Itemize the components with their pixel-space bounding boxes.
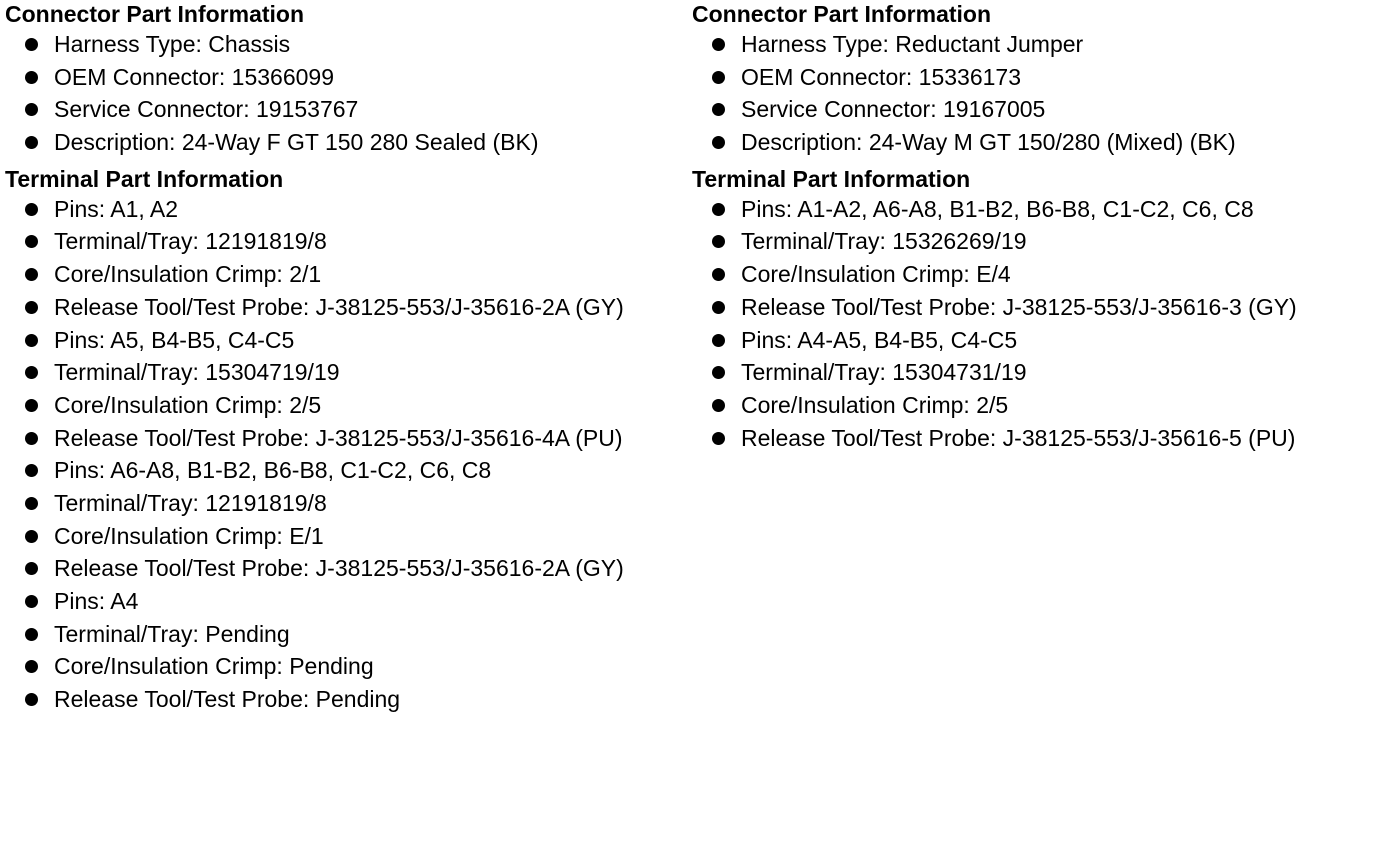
list-item-text: Pins: A1-A2, A6-A8, B1-B2, B6-B8, C1-C2, C6, C8 [741, 195, 1254, 222]
list-item-text: Terminal/Tray: Pending [54, 620, 290, 647]
list-item-text: Pins: A6-A8, B1-B2, B6-B8, C1-C2, C6, C8 [54, 457, 492, 484]
list-item [5, 28, 685, 61]
bullet-icon [712, 203, 725, 216]
terminal-group-left-4 [5, 585, 685, 716]
right-column [692, 0, 1372, 454]
list-item-text: Description: 24-Way M GT 150/280 (Mixed) (BK) [741, 129, 1236, 156]
bullet-icon [712, 399, 725, 412]
list-item-text: Terminal/Tray: 12191819/8 [54, 228, 327, 255]
bullet-icon [25, 464, 38, 477]
list-item [692, 93, 1372, 126]
terminal-group-left-3 [5, 454, 685, 585]
connector-list-left [5, 28, 685, 159]
list-item-text: Core/Insulation Crimp: Pending [54, 653, 374, 680]
list-item [5, 291, 685, 324]
terminal-group-left-1 [5, 193, 685, 324]
bullet-icon [25, 562, 38, 575]
list-item-text: Core/Insulation Crimp: E/1 [54, 522, 324, 549]
list-item-text: Terminal/Tray: 15304731/19 [741, 359, 1027, 386]
list-item-text: Pins: A4 [54, 588, 139, 614]
terminal-heading-right: Terminal Part Information [692, 165, 971, 192]
terminal-group-right-1 [692, 193, 1372, 324]
bullet-icon [712, 432, 725, 445]
bullet-icon [25, 399, 38, 412]
left-column [5, 0, 685, 716]
terminal-group-left-2 [5, 324, 685, 455]
list-item-text: OEM Connector: 15366099 [54, 63, 335, 90]
list-item-text: Release Tool/Test Probe: J-38125-553/J-35616-2A (GY) [54, 293, 624, 320]
bullet-icon [712, 366, 725, 379]
list-item-text: Terminal/Tray: 15326269/19 [741, 228, 1027, 255]
bullet-icon [25, 203, 38, 216]
list-item [5, 683, 685, 716]
bullet-icon [712, 301, 725, 314]
bullet-icon [712, 103, 725, 116]
connector-list-right [692, 28, 1372, 159]
list-item-text: Release Tool/Test Probe: J-38125-553/J-35616-5 (PU) [741, 424, 1296, 451]
list-item [692, 389, 1372, 422]
bullet-icon [25, 530, 38, 543]
list-item-text: Service Connector: 19167005 [741, 96, 1046, 123]
bullet-icon [25, 334, 38, 347]
list-item [5, 520, 685, 553]
list-item [5, 389, 685, 422]
bullet-icon [25, 432, 38, 445]
bullet-icon [712, 268, 725, 281]
list-item-text: Release Tool/Test Probe: J-38125-553/J-35616-2A (GY) [54, 555, 624, 582]
list-item-text: Pins: A1, A2 [54, 195, 179, 222]
list-item [5, 552, 685, 585]
list-item [5, 487, 685, 520]
bullet-icon [25, 595, 38, 608]
list-item [692, 324, 1372, 357]
list-item-text: Terminal/Tray: 12191819/8 [54, 489, 327, 516]
list-item [5, 61, 685, 94]
list-item [5, 356, 685, 389]
bullet-icon [25, 628, 38, 641]
list-item [692, 61, 1372, 94]
list-item-text: Core/Insulation Crimp: 2/5 [54, 391, 322, 418]
bullet-icon [25, 693, 38, 706]
list-item [692, 28, 1372, 61]
list-item [692, 422, 1372, 455]
bullet-icon [25, 268, 38, 281]
list-item-text: Terminal/Tray: 15304719/19 [54, 359, 340, 386]
list-item [5, 585, 685, 618]
bullet-icon [25, 660, 38, 673]
list-item-text: Release Tool/Test Probe: J-38125-553/J-35616-4A (PU) [54, 424, 623, 451]
list-item [5, 258, 685, 291]
list-item-text: Core/Insulation Crimp: 2/5 [741, 391, 1009, 418]
terminal-group-right-2 [692, 324, 1372, 455]
bullet-icon [712, 136, 725, 149]
list-item-text: Release Tool/Test Probe: J-38125-553/J-35616-3 (GY) [741, 293, 1297, 320]
list-item [5, 650, 685, 683]
bullet-icon [25, 71, 38, 84]
bullet-icon [25, 235, 38, 248]
list-item-text: Service Connector: 19153767 [54, 96, 359, 123]
bullet-icon [25, 497, 38, 510]
connector-heading-right: Connector Part Information [692, 1, 992, 27]
list-item-text: Pins: A5, B4-B5, C4-C5 [54, 326, 295, 353]
bullet-icon [25, 366, 38, 379]
terminal-heading-left: Terminal Part Information [5, 165, 284, 192]
bullet-icon [712, 235, 725, 248]
bullet-icon [25, 38, 38, 51]
bullet-icon [25, 103, 38, 116]
bullet-icon [25, 136, 38, 149]
list-item-text: Pins: A4-A5, B4-B5, C4-C5 [741, 326, 1018, 353]
list-item [5, 454, 685, 487]
bullet-icon [712, 334, 725, 347]
list-item-text: Release Tool/Test Probe: Pending [54, 686, 401, 713]
list-item [5, 193, 685, 226]
list-item-text: Description: 24-Way F GT 150 280 Sealed (BK) [54, 129, 539, 156]
bullet-icon [25, 301, 38, 314]
list-item [692, 193, 1372, 226]
list-item-text: Harness Type: Reductant Jumper [741, 31, 1084, 57]
list-item-text: Harness Type: Chassis [54, 31, 291, 57]
connector-heading-left: Connector Part Information [5, 1, 305, 27]
list-item [5, 93, 685, 126]
list-item [692, 356, 1372, 389]
list-item-text: Core/Insulation Crimp: E/4 [741, 261, 1011, 288]
list-item [692, 225, 1372, 258]
list-item [692, 291, 1372, 324]
list-item [5, 225, 685, 258]
list-item [5, 324, 685, 357]
list-item-text: OEM Connector: 15336173 [741, 63, 1022, 90]
list-item [5, 126, 685, 159]
list-item [5, 422, 685, 455]
list-item [692, 126, 1372, 159]
list-item [692, 258, 1372, 291]
bullet-icon [712, 38, 725, 51]
bullet-icon [712, 71, 725, 84]
list-item-text: Core/Insulation Crimp: 2/1 [54, 261, 322, 288]
list-item [5, 618, 685, 651]
